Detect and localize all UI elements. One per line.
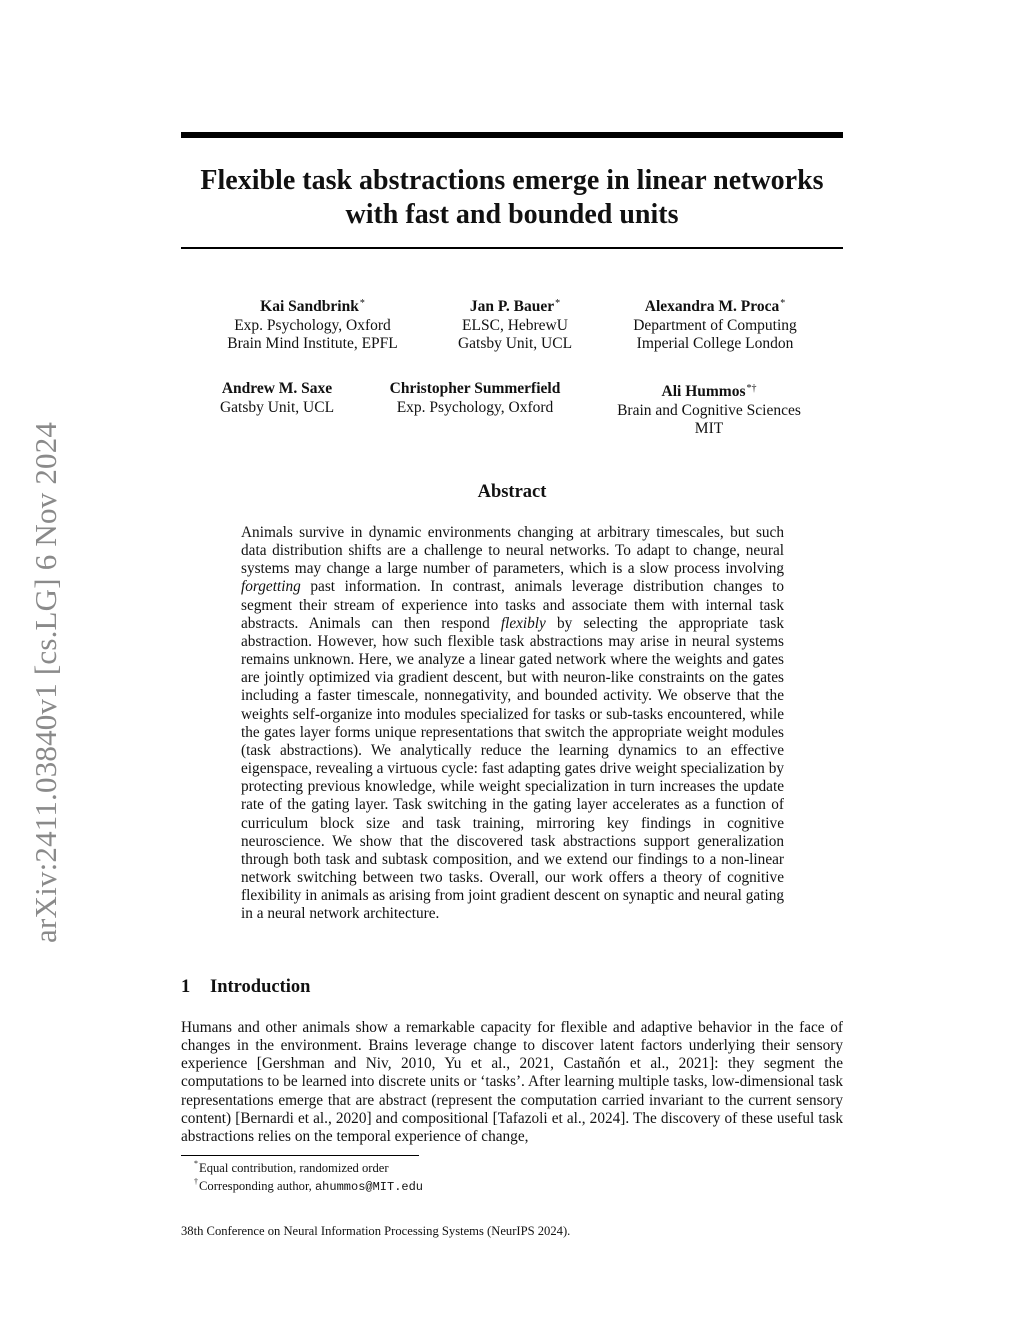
emphasis-flexibly: flexibly [500,614,546,632]
author-block [196,380,358,417]
arxiv-identifier: arXiv:2411.03840v1 [cs.LG] 6 Nov 2024 [28,421,63,943]
author-mark: * [555,298,561,309]
author-mark: * [359,298,365,309]
author-affiliation: MIT [694,420,724,437]
footnote: * Equal contribution, randomized order [199,1159,839,1177]
author-block [598,380,820,439]
author-affiliation: Gatsby Unit, UCL [219,398,335,416]
author-name: Alexandra M. Proca* [644,298,786,315]
section-heading-introduction [181,977,843,998]
author-name: Ali Hummos*† [661,383,757,400]
author-affiliation: Department of Computing [633,316,797,334]
author-affiliation: Exp. Psychology, Oxford [234,316,391,334]
footnote-mark: † [194,1177,198,1186]
author-block [205,295,420,354]
author-affiliation: ELSC, HebrewU [462,316,568,334]
author-block [365,380,585,417]
author-mark: * [780,298,786,309]
author-name: Jan P. Bauer* [469,298,561,315]
footnote-mark: * [194,1159,198,1168]
author-mark: *† [746,383,757,394]
conference-footer: 38th Conference on Neural Information Processing Systems (NeurIPS 2024). [181,1224,571,1238]
paper-title [181,164,843,232]
author-block [430,295,600,354]
author-affiliation: Brain and Cognitive Sciences [617,401,801,419]
author-name: Kai Sandbrink* [260,298,365,315]
footnote-rule [181,1155,419,1156]
title-line-2: with fast and bounded units [345,199,679,230]
abstract-heading: Abstract [477,482,547,502]
title-bottom-rule [181,247,843,249]
author-name: Andrew M. Saxe [221,380,333,397]
author-name: Christopher Summerfield [389,380,561,397]
footnote: † Corresponding author, ahummos@MIT.edu [199,1177,839,1196]
section-title: Introduction [210,977,311,997]
introduction-paragraph: Humans and other animals show a remarkable capacity for flexible and adaptive behavior in the face of changes in the environment. Brains leverage change to discover latent factors underlying their sensory experience [Gershman and Niv, 2010, Yu et al., 2021, Castañón et al., 2021]: they segment the computations to be learned into discrete units or ‘tasks’. After learning multiple tasks, low-dimensional task representations emerge that are abstract (represent the computation carried invariant to the current sensory content) [Bernardi et al., 2020] and compositional [Tafazoli et al., 2024]. The discovery of these useful task abstractions relies on the temporal experience of change, [181,1019,843,1145]
author-affiliation: Imperial College London [636,335,794,352]
title-top-rule [181,132,843,138]
title-line-1: Flexible task abstractions emerge in linear networks [200,165,824,196]
section-number: 1 [181,977,191,997]
footnotes [194,1159,839,1196]
abstract-paragraph: Animals survive in dynamic environments changing at arbitrary timescales, but such data distribution shifts are a challenge to neural networks. To adapt to change, neural systems may change a large number of parameters, which is a slow process involving forgetting past information. In contrast, animals leverage distribution changes to segment their stream of experience into tasks and associate them with internal task abstracts. Animals can then respond flexibly by selecting the appropriate task abstraction. However, how such flexible task abstractions may arise in neural systems remains unknown. Here, we analyze a linear gated network where the weights and gates are jointly optimized via gradient descent, but with neuron-like constraints on the gates including a faster timescale, nonnegativity, and bounded activity. We observe that the weights self-organize into modules specialized for tasks or sub-tasks encountered, while the gates layer forms unique representations that switch the appropriate weight modules (task abstractions). We analytically reduce the learning dynamics to an effective eigenspace, revealing a virtuous cycle: fast adapting gates drive weight specialization by protecting previous knowledge, while weight specialization in turn increases the update rate of the gating layer. Task switching in the gating layer accelerates as a function of curriculum block size and task training, mirroring key findings in cognitive neuroscience. We show that the discovered task abstractions support generalization through both task and subtask composition, and we extend our findings to a non-linear network switching between two tasks. Overall, our work offers a theory of cognitive flexibility in animals as arising from joint gradient descent on synaptic and neural gating in a neural network architecture. [241,524,784,923]
author-block [605,295,825,354]
author-affiliation: Brain Mind Institute, EPFL [227,335,398,352]
emphasis-forgetting: forgetting [241,578,301,596]
email-link[interactable]: ahummos@MIT.edu [314,1180,424,1194]
author-affiliation: Gatsby Unit, UCL [457,335,573,352]
author-affiliation: Exp. Psychology, Oxford [396,398,554,416]
